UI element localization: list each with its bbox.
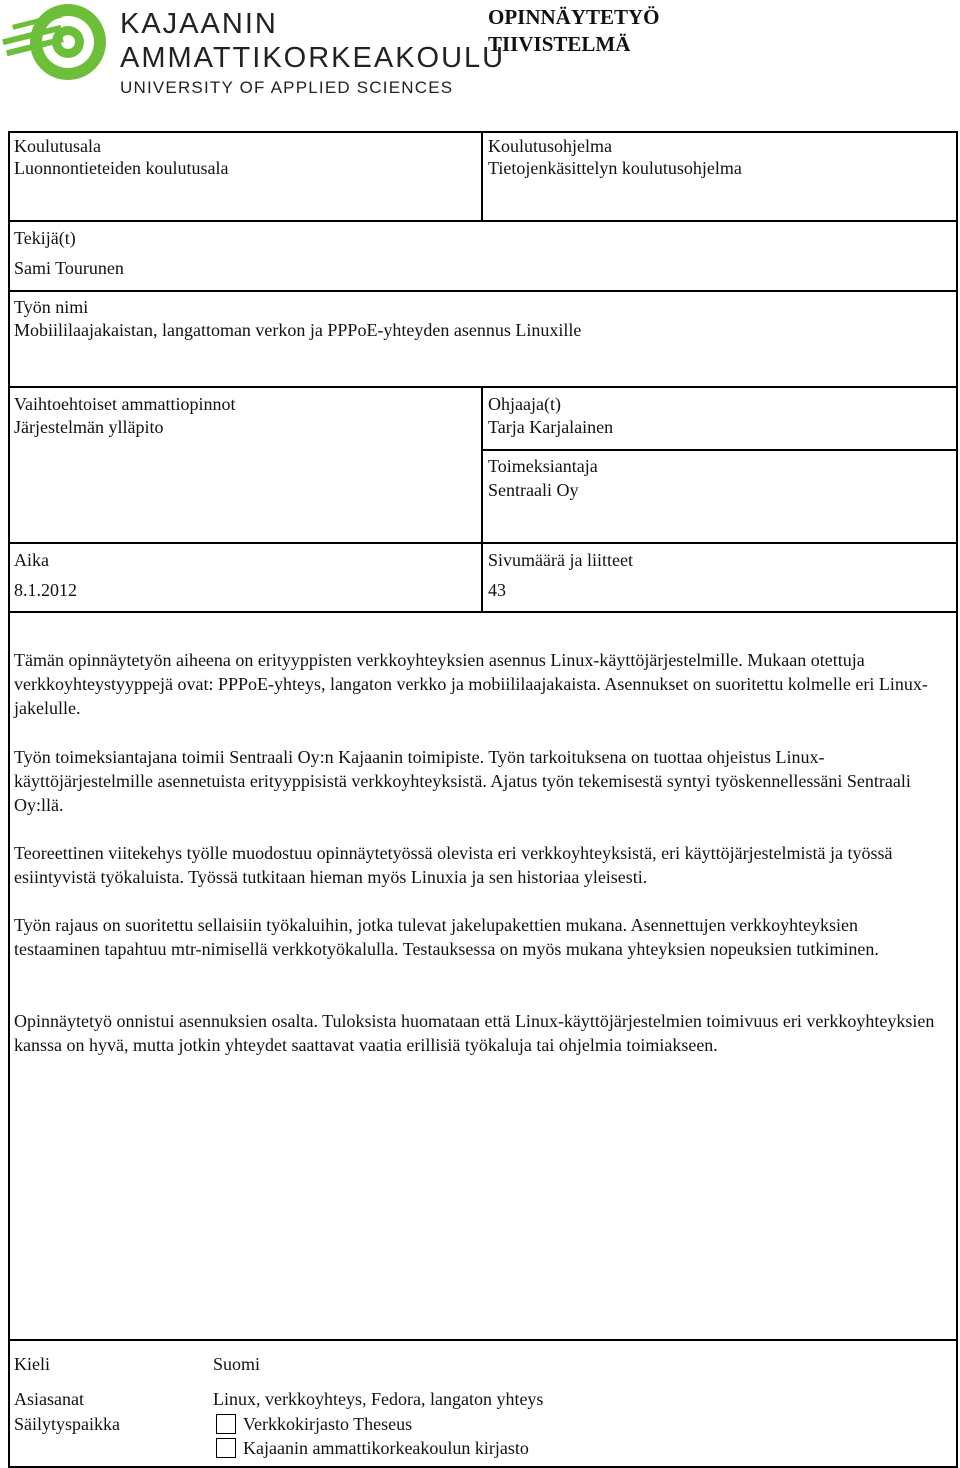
abstract-paragraph: Työn toimeksiantajana toimii Sentraali Oy:n Kajaanin toimipiste. Työn tarkoituksena on tuottaa ohjeistus Linux-käyttöjärjestelmille asennetuista erityyppisistä verkkoyhteyksistä. Ajatus työn tekemisestä syntyi työskennellessäni Sentraali Oy:llä.	[14, 747, 911, 815]
toimeksiantaja-value: Sentraali Oy	[488, 480, 579, 500]
ohjaaja-value: Tarja Karjalainen	[488, 417, 614, 437]
ohjaaja-label: Ohjaaja(t)	[488, 394, 561, 414]
tyon-nimi-label: Työn nimi	[14, 297, 89, 317]
tekija-value: Sami Tourunen	[14, 258, 124, 278]
sailytyspaikka-label: Säilytyspaikka	[14, 1414, 120, 1434]
tyon-nimi-value: Mobiililaajakaistan, langattoman verkon ja PPPoE-yhteyden asennus Linuxille	[14, 320, 582, 340]
theseus-option-label: Verkkokirjasto Theseus	[243, 1414, 413, 1434]
asiasanat-value: Linux, verkkoyhteys, Fedora, langaton yhteys	[213, 1389, 544, 1409]
tekija-label: Tekijä(t)	[14, 228, 76, 248]
document-type-subtitle: TIIVISTELMÄ	[488, 32, 631, 56]
vaihtoehtoiset-value: Järjestelmän ylläpito	[14, 417, 164, 437]
abstract-paragraph: Opinnäytetyö onnistui asennuksien osalta. Tuloksista huomataan että Linux-käyttöjärjestelmien toimivuus eri verkkoyhteyksien kanssa on hyvä, mutta jotkin yhteydet saattavat vaatia erillisiä työkaluja tai ohjelmia toimiakseen.	[14, 1011, 935, 1055]
sivumaara-value: 43	[488, 580, 506, 600]
kajaani-library-checkbox[interactable]	[216, 1438, 236, 1458]
vaihtoehtoiset-label: Vaihtoehtoiset ammattiopinnot	[14, 394, 236, 414]
logo-line-3: UNIVERSITY OF APPLIED SCIENCES	[120, 78, 454, 97]
logo-line-2: AMMATTIKORKEAKOULU	[120, 42, 506, 74]
asiasanat-label: Asiasanat	[14, 1389, 84, 1409]
logo-line-1: KAJAANIN	[120, 8, 278, 40]
koulutusohjelma-label: Koulutusohjelma	[488, 136, 612, 156]
koulutusohjelma-value: Tietojenkäsittelyn koulutusohjelma	[488, 158, 742, 178]
university-logo	[0, 0, 506, 110]
abstract-paragraph: Työn rajaus on suoritettu sellaisiin työkaluihin, jotka tulevat jakelupakettien mukana. Asennettujen verkkoyhteyksien testaaminen tapahtuu mtr-nimisellä verkkotyökalulla. Testauksessa on myös mukana yhteyksien nopeuksien tutkiminen.	[14, 915, 879, 959]
toimeksiantaja-label: Toimeksiantaja	[488, 456, 598, 476]
sivumaara-label: Sivumäärä ja liitteet	[488, 550, 633, 570]
aika-value: 8.1.2012	[14, 580, 77, 600]
theseus-checkbox[interactable]	[216, 1414, 236, 1434]
koulutusala-label: Koulutusala	[14, 136, 101, 156]
document-type-title: OPINNÄYTETYÖ	[488, 5, 660, 29]
kieli-label: Kieli	[14, 1354, 50, 1374]
kajaani-library-option-label: Kajaanin ammattikorkeakoulun kirjasto	[243, 1438, 529, 1458]
kieli-value: Suomi	[213, 1354, 261, 1374]
koulutusala-value: Luonnontieteiden koulutusala	[14, 158, 229, 178]
abstract-paragraph: Teoreettinen viitekehys työlle muodostuu opinnäytetyössä olevista eri verkkoyhteyksistä, eri käyttöjärjestelmistä ja työssä esiintyvistä työkaluista. Työssä tutkitaan hieman myös Linuxia ja sen historiaa yleisesti.	[14, 843, 893, 887]
aika-label: Aika	[14, 550, 49, 570]
logo-emblem-icon	[2, 2, 110, 82]
abstract-paragraph: Tämän opinnäytetyön aiheena on erityyppisten verkkoyhteyksien asennus Linux-käyttöjärjestelmille. Mukaan otettuja verkkoyhteystyyppejä ovat: PPPoE-yhteys, langaton verkko ja mobiililaajakaista. Asennukset on suoritettu kolmelle eri Linux-jakelulle.	[14, 650, 928, 718]
